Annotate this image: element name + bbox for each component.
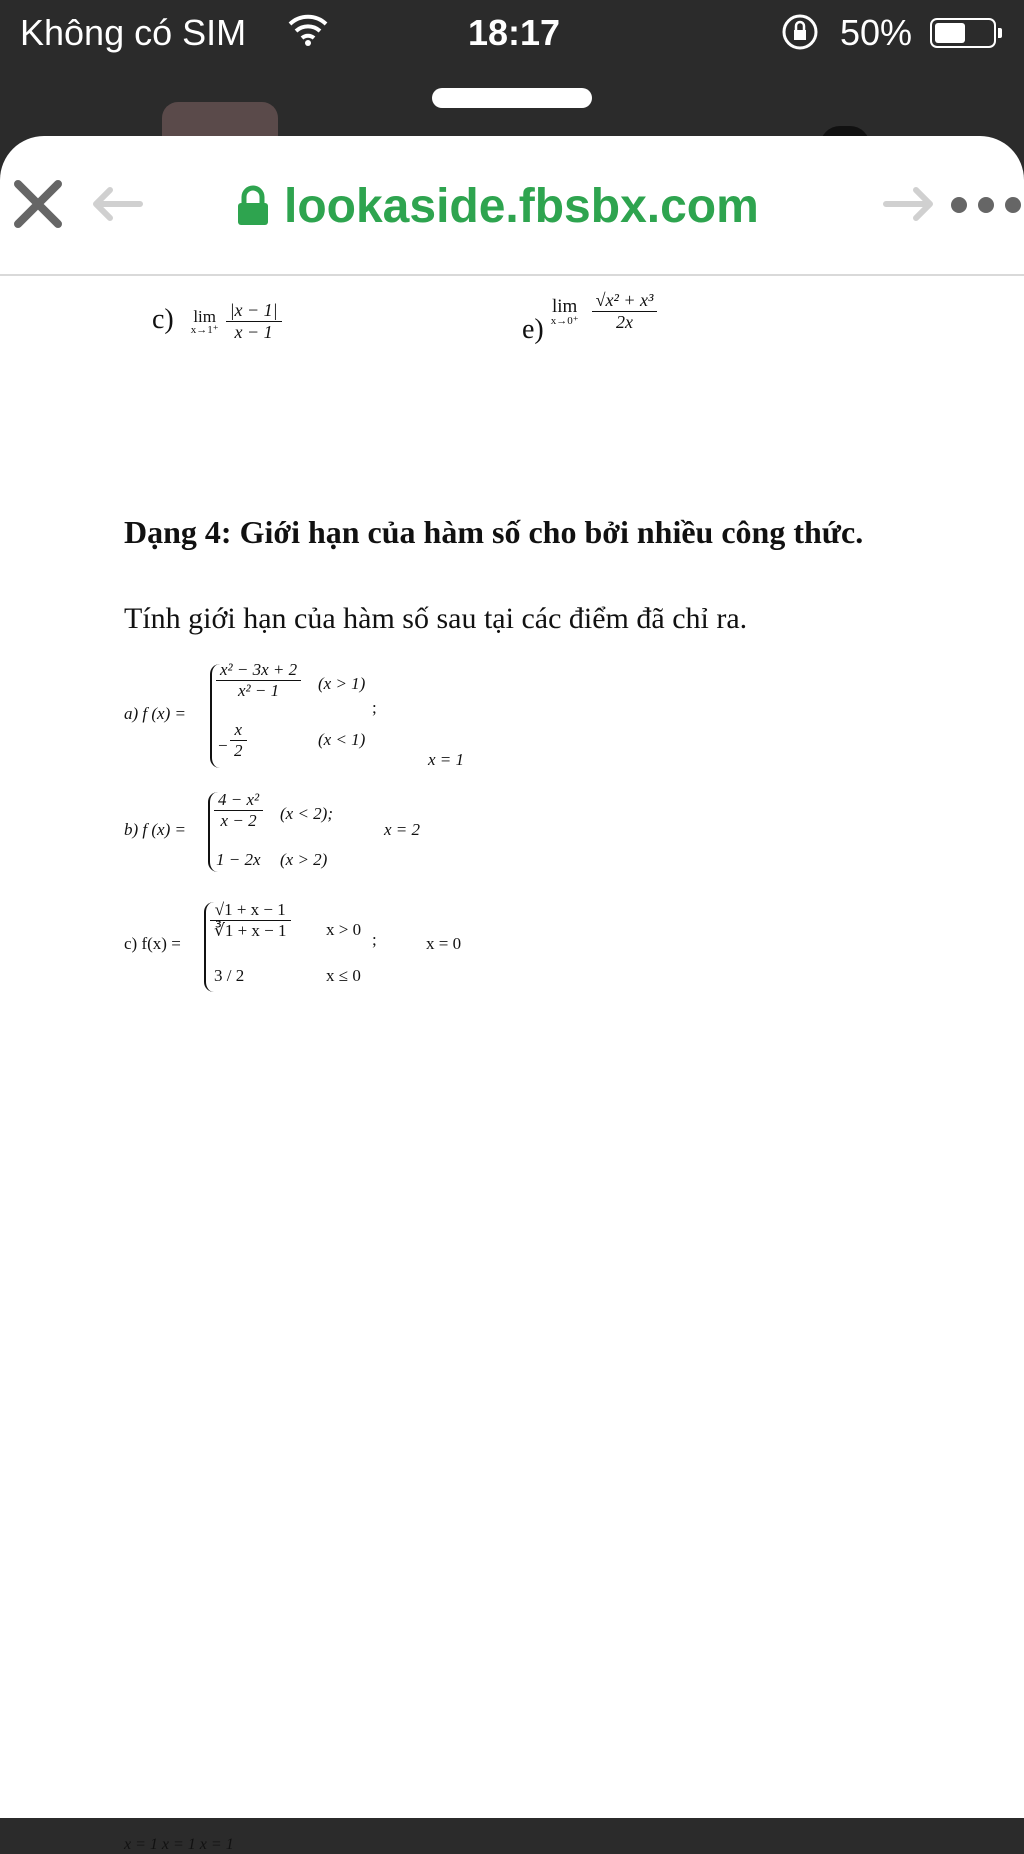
lim-word: lim (552, 295, 578, 317)
c-case2-condition: x ≤ 0 (326, 966, 361, 985)
function-a-label: a) f (x) = (124, 704, 186, 723)
fraction-numerator: √x² + x³ (592, 290, 658, 312)
section-heading: Dạng 4: Giới hạn của hàm số cho bởi nhiều công thức. (124, 514, 864, 550)
fraction-denominator: ∛1 + x − 1 (214, 921, 287, 940)
a-case2-sign: − (218, 736, 228, 755)
a-case1-condition: (x > 1) (318, 674, 366, 693)
function-b-label: b) f (x) = (124, 820, 186, 839)
carrier-label: Không có SIM (20, 12, 247, 53)
fraction-numerator: x (230, 720, 247, 741)
fraction-denominator: 2x (615, 312, 633, 332)
function-a (124, 660, 624, 770)
task-text: Tính giới hạn của hàm số sau tại các điểm đã chỉ ra. (124, 602, 748, 635)
limit-c-fraction (226, 300, 282, 343)
limit-e-fraction (592, 290, 658, 333)
lim-sub: x→1⁺ (190, 323, 219, 336)
limit-c-label: c) (152, 303, 174, 335)
limit-c-lim (191, 308, 219, 336)
c-separator: ; (372, 930, 377, 949)
fraction-numerator: 4 − x² (214, 790, 263, 811)
function-b (124, 790, 624, 880)
fraction-denominator: x − 1 (234, 322, 273, 342)
lim-sub: x→0⁺ (550, 314, 579, 327)
fraction-numerator: x² − 3x + 2 (216, 660, 301, 681)
fraction-denominator: x² − 1 (238, 681, 280, 700)
battery-icon (930, 18, 996, 48)
c-point: x = 0 (426, 934, 462, 953)
fraction-denominator: 2 (234, 741, 243, 760)
fraction-numerator: |x − 1| (226, 300, 282, 322)
limit-e-lim (551, 297, 579, 327)
c-case2-expression: 3 / 2 (214, 966, 245, 985)
c-case1-condition: x > 0 (326, 920, 362, 939)
clock: 18:17 (468, 12, 561, 53)
document-image (0, 276, 1024, 1853)
b-point: x = 2 (384, 820, 421, 839)
limit-e (522, 290, 657, 346)
lim-word: lim (193, 306, 216, 326)
a-separator: ; (372, 698, 377, 717)
b-case2-expression: 1 − 2x (216, 850, 261, 869)
status-bar (0, 0, 1024, 66)
url-text: lookaside.fbsbx.com (284, 179, 759, 233)
browser-sheet (0, 136, 1024, 1853)
back-arrow-icon[interactable] (88, 184, 144, 224)
sheet-grabber[interactable] (432, 88, 592, 108)
padlock-icon (236, 185, 270, 227)
more-options-icon[interactable] (948, 194, 1024, 216)
c-case1-fraction (210, 900, 291, 941)
a-point: x = 1 (428, 750, 465, 769)
forward-arrow-icon[interactable] (882, 184, 938, 224)
battery-percent: 50% (840, 12, 913, 53)
b-case2-condition: (x > 2) (280, 850, 328, 869)
wifi-icon (288, 14, 328, 46)
a-case1-fraction (216, 660, 301, 701)
address-bar[interactable] (236, 176, 759, 236)
a-case2-fraction (230, 720, 247, 761)
fraction-denominator: x − 2 (220, 811, 257, 830)
browser-nav-bar (0, 136, 1024, 276)
function-c (124, 900, 624, 996)
rotation-lock-icon (780, 12, 820, 52)
b-case1-condition: (x < 2); (280, 804, 334, 823)
limit-e-label: e) (522, 313, 544, 345)
close-icon[interactable] (12, 178, 64, 230)
fraction-numerator: √1 + x − 1 (210, 900, 291, 921)
limit-c (152, 300, 282, 343)
a-case2-condition: (x < 1) (318, 730, 366, 749)
function-c-label: c) f(x) = (124, 934, 181, 953)
footer-note: x = 1 x = 1 x = 1 (124, 1836, 234, 1853)
b-case1-fraction (214, 790, 263, 831)
